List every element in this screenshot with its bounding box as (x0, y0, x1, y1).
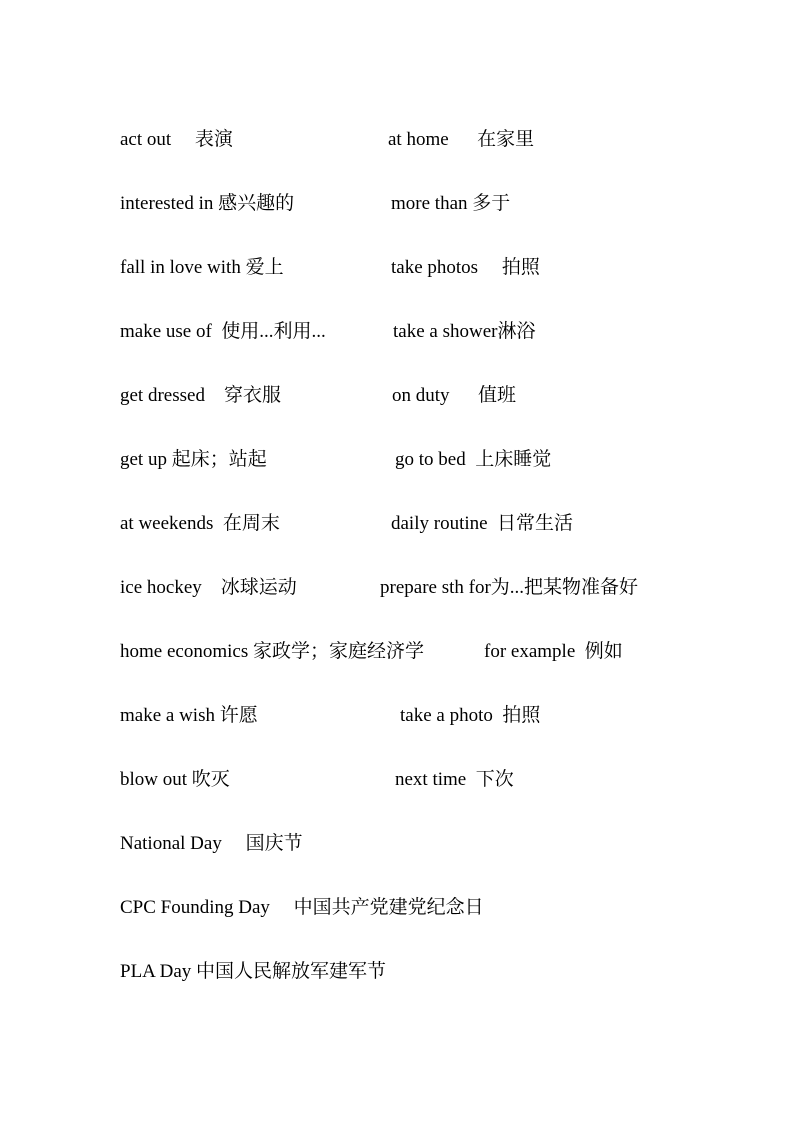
vocab-left: fall in love with 爱上 (120, 257, 284, 278)
vocab-row-4 (0, 318, 794, 346)
vocab-left: home economics 家政学；家庭经济学 (120, 641, 424, 662)
vocab-row-9 (0, 638, 794, 666)
vocab-row-10 (0, 702, 794, 730)
vocab-right: at home 在家里 (388, 129, 535, 150)
vocab-right: daily routine 日常生活 (391, 513, 574, 534)
vocab-row-6 (0, 446, 794, 474)
vocab-left: at weekends 在周末 (120, 513, 280, 534)
vocab-row-14 (0, 958, 794, 986)
vocab-right: take a shower淋浴 (393, 321, 536, 342)
vocab-right: take a photo 拍照 (400, 705, 541, 726)
vocab-right: next time 下次 (395, 769, 514, 790)
vocab-row-7 (0, 510, 794, 538)
vocab-left: make use of 使用...利用... (120, 321, 326, 342)
vocab-left: PLA Day 中国人民解放军建军节 (120, 961, 387, 982)
vocab-row-11 (0, 766, 794, 794)
vocab-left: ice hockey 冰球运动 (120, 577, 297, 598)
vocab-right: on duty 值班 (392, 385, 517, 406)
vocab-row-13 (0, 894, 794, 922)
vocab-row-2 (0, 190, 794, 218)
vocab-row-1 (0, 126, 794, 154)
vocab-left: interested in 感兴趣的 (120, 193, 295, 214)
vocab-right: prepare sth for为...把某物准备好 (380, 577, 639, 598)
vocab-left: get up 起床；站起 (120, 449, 267, 470)
vocab-right: take photos 拍照 (391, 257, 540, 278)
vocab-right: more than 多于 (391, 193, 511, 214)
vocab-row-12 (0, 830, 794, 858)
vocab-left: act out 表演 (120, 129, 233, 150)
vocab-right: go to bed 上床睡觉 (395, 449, 552, 470)
vocab-row-8 (0, 574, 794, 602)
vocab-left: CPC Founding Day 中国共产党建党纪念日 (120, 897, 484, 918)
vocab-left: make a wish 许愿 (120, 705, 258, 726)
vocab-left: National Day 国庆节 (120, 833, 303, 854)
vocab-row-3 (0, 254, 794, 282)
vocab-right: for example 例如 (484, 641, 623, 662)
vocab-row-5 (0, 382, 794, 410)
vocab-left: blow out 吹灭 (120, 769, 230, 790)
vocab-left: get dressed 穿衣服 (120, 385, 281, 406)
